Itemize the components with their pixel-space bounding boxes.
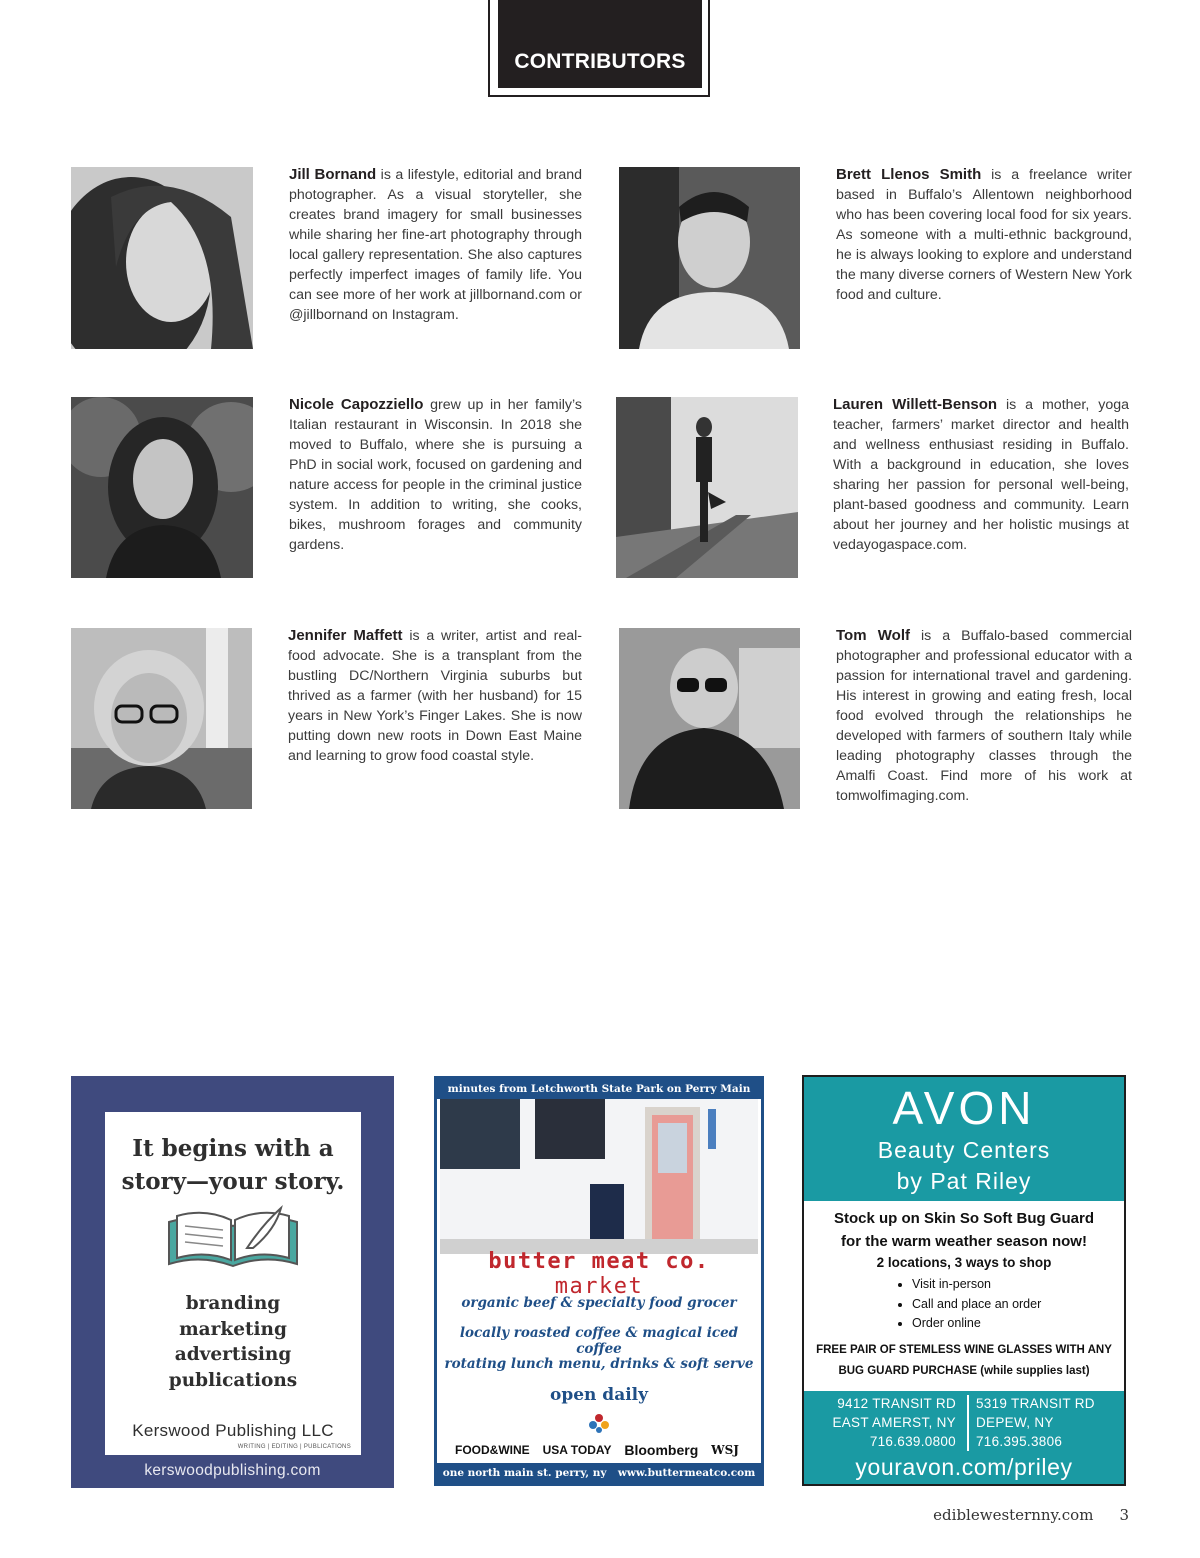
footer-site: ediblewesternny.com bbox=[933, 1506, 1094, 1524]
contributor-name: Tom Wolf bbox=[836, 627, 910, 644]
contributor-bio-nicole-capozziello bbox=[289, 395, 582, 555]
phone[interactable]: 716.395.3806 bbox=[976, 1434, 1063, 1449]
contributor-bio-text: is a freelance writer based in Buffalo’s Allentown neighborhood who has been covering local food for six years. As someone with a multi-ethnic background, he is always looking to explore and understand the many diverse corners of Western New York food and culture. bbox=[836, 167, 1132, 303]
press-logo: WSJ bbox=[711, 1443, 739, 1457]
ad-butter-address: one north main st. perry, ny bbox=[442, 1467, 607, 1479]
contributor-photo-tom-wolf bbox=[619, 628, 800, 809]
ad-kerswood-tagline: It begins with a story—your story. bbox=[121, 1135, 345, 1195]
ad-kerswood-url[interactable]: kerswoodpublishing.com bbox=[144, 1462, 321, 1479]
ad-kerswood-company: Kerswood Publishing LLC bbox=[132, 1421, 334, 1440]
ad-butter-storefront-photo bbox=[440, 1099, 758, 1254]
contributor-bio-text: is a Buffalo-based commercial photographer and professional educator with a passion for international travel and gardening. His interest in growing and eating fresh, local food evolved through the relationships he developed with farmers of southern Italy while leading photography classes through the Amalfi Coast. Find more of his work at tomwolfimaging.com. bbox=[836, 628, 1132, 804]
divider bbox=[967, 1395, 969, 1451]
contributor-bio-text: is a lifestyle, editorial and brand photographer. As a visual storyteller, she creates brand imagery for small businesses while sharing her fine-art photography through local gallery representation. She also captures perfectly imperfect images of family life. You can see more of her work at jillbornand.com or @jillbornand on Instagram. bbox=[289, 167, 582, 323]
ad-avon-ways-list bbox=[804, 1275, 1124, 1334]
page-footer bbox=[933, 1506, 1129, 1524]
ad-butter-press bbox=[455, 1442, 739, 1458]
ad-avon-headline: for the warm weather season now! bbox=[841, 1233, 1087, 1250]
contributor-name: Jill Bornand bbox=[289, 166, 377, 183]
list-item: • Visit in-person bbox=[912, 1275, 1124, 1295]
contributor-photo-jill-bornand bbox=[71, 167, 253, 349]
ad-avon-offer-line: BUG GUARD PURCHASE (while supplies last) bbox=[838, 1364, 1090, 1377]
contributor-bio-text: is a writer, artist and real-food advocate. She is a transplant from the bustling DC/Northern Virginia suburbs but thrived as a farmer (with her husband) for 15 years in New York’s Finger Lakes. She is now putting down new roots in Down East Maine and learning to grow food coastal style. bbox=[288, 628, 583, 764]
contributor-name: Nicole Capozziello bbox=[289, 396, 424, 413]
contributor-bio-brett-llenos-smith bbox=[836, 165, 1132, 305]
service-item: publications bbox=[168, 1369, 298, 1391]
contributor-photo-jennifer-maffett bbox=[71, 628, 252, 809]
flower-icon bbox=[588, 1413, 610, 1435]
ad-avon-sub1: Beauty Centers bbox=[877, 1137, 1051, 1163]
ad-avon-offer-line: FREE PAIR OF STEMLESS WINE GLASSES WITH ANY bbox=[816, 1343, 1112, 1356]
ad-butter-brand-bold: butter meat co. bbox=[488, 1249, 710, 1274]
press-logo: FOOD&WINE bbox=[455, 1443, 530, 1457]
ad-kerswood-company-sub: WRITING | EDITING | PUBLICATIONS bbox=[237, 1444, 351, 1450]
ad-avon-footer bbox=[804, 1391, 1124, 1484]
service-item: marketing bbox=[179, 1318, 287, 1340]
ad-avon-header bbox=[804, 1077, 1124, 1201]
ad-avon-body bbox=[804, 1207, 1124, 1382]
ad-avon-offer bbox=[804, 1340, 1124, 1382]
contributor-name: Brett Llenos Smith bbox=[836, 166, 982, 183]
ad-butter-brand bbox=[437, 1249, 761, 1299]
contributor-name: Lauren Willett-Benson bbox=[833, 396, 998, 413]
contributor-photo-nicole-capozziello bbox=[71, 397, 253, 578]
ad-butter-line: rotating lunch menu, drinks & soft serve bbox=[444, 1356, 754, 1372]
ad-butter-brand-light: market bbox=[554, 1274, 644, 1299]
contributor-bio-jill-bornand bbox=[289, 165, 582, 325]
service-item: advertising bbox=[174, 1344, 292, 1365]
press-logo: USA TODAY bbox=[542, 1443, 612, 1457]
street: 9412 TRANSIT RD bbox=[837, 1396, 956, 1411]
ad-avon-brand: AVON bbox=[892, 1082, 1036, 1134]
section-title: CONTRIBUTORS bbox=[498, 0, 702, 88]
city: EAST AMERST, NY bbox=[832, 1415, 956, 1430]
contributor-bio-tom-wolf bbox=[836, 626, 1132, 806]
ad-avon-location-1 bbox=[832, 1394, 956, 1451]
ad-butter-meat-co[interactable] bbox=[434, 1076, 764, 1486]
ad-avon-site[interactable]: youravon.com/priley bbox=[855, 1454, 1073, 1480]
ad-kerswood-publishing[interactable] bbox=[71, 1076, 394, 1488]
ad-butter-topbar: minutes from Letchworth State Park on Perry Main bbox=[437, 1079, 761, 1099]
contributor-photo-lauren-willett-benson bbox=[616, 397, 798, 578]
page-number: 3 bbox=[1119, 1506, 1129, 1524]
ad-avon-sub2: by Pat Riley bbox=[896, 1168, 1032, 1194]
contributor-bio-text: grew up in her family’s Italian restaurant in Wisconsin. In 2018 she moved to Buffalo, where she is pursuing a PhD in social work, focused on gardening and nature access for people in the criminal justice system. In addition to writing, she cooks, bikes, mushroom forages and community gardens. bbox=[289, 397, 582, 553]
list-item: • Call and place an order bbox=[912, 1295, 1124, 1315]
city: DEPEW, NY bbox=[976, 1415, 1054, 1430]
ad-kerswood-panel bbox=[105, 1112, 361, 1455]
ad-butter-open-daily: open daily bbox=[549, 1385, 648, 1405]
contributor-bio-text: is a mother, yoga teacher, farmers’ market director and health and wellness enthusiast residing in Buffalo. With a background in education, she loves sharing her passion for personal well-being, plant-based goodness and community. Learn about her journey and her holistic musings at vedayogaspace.com. bbox=[833, 397, 1130, 553]
ad-butter-site[interactable]: www.buttermeatco.com bbox=[617, 1467, 756, 1479]
contributor-bio-jennifer-maffett bbox=[288, 626, 582, 766]
ad-avon-beauty-centers[interactable] bbox=[802, 1075, 1126, 1486]
ad-avon-locations: 2 locations, 3 ways to shop bbox=[876, 1255, 1052, 1270]
contributor-photo-brett-llenos-smith bbox=[619, 167, 800, 349]
contributor-bio-lauren-willett-benson bbox=[833, 395, 1129, 555]
list-item: • Order online bbox=[912, 1314, 1124, 1334]
ad-kerswood-services bbox=[105, 1291, 361, 1393]
ad-butter-line: organic beef & specialty food grocer bbox=[461, 1295, 737, 1311]
ad-butter-bottombar bbox=[437, 1463, 761, 1483]
street: 5319 TRANSIT RD bbox=[976, 1396, 1095, 1411]
press-logo: Bloomberg bbox=[624, 1442, 699, 1458]
contributor-name: Jennifer Maffett bbox=[288, 627, 403, 644]
open-book-icon bbox=[163, 1204, 303, 1276]
service-item: branding bbox=[185, 1293, 281, 1314]
ad-avon-headline: Stock up on Skin So Soft Bug Guard bbox=[833, 1210, 1094, 1227]
ad-butter-line: locally roasted coffee & magical iced coffee bbox=[459, 1325, 739, 1357]
ad-avon-location-2 bbox=[976, 1394, 1095, 1451]
phone[interactable]: 716.639.0800 bbox=[869, 1434, 956, 1449]
